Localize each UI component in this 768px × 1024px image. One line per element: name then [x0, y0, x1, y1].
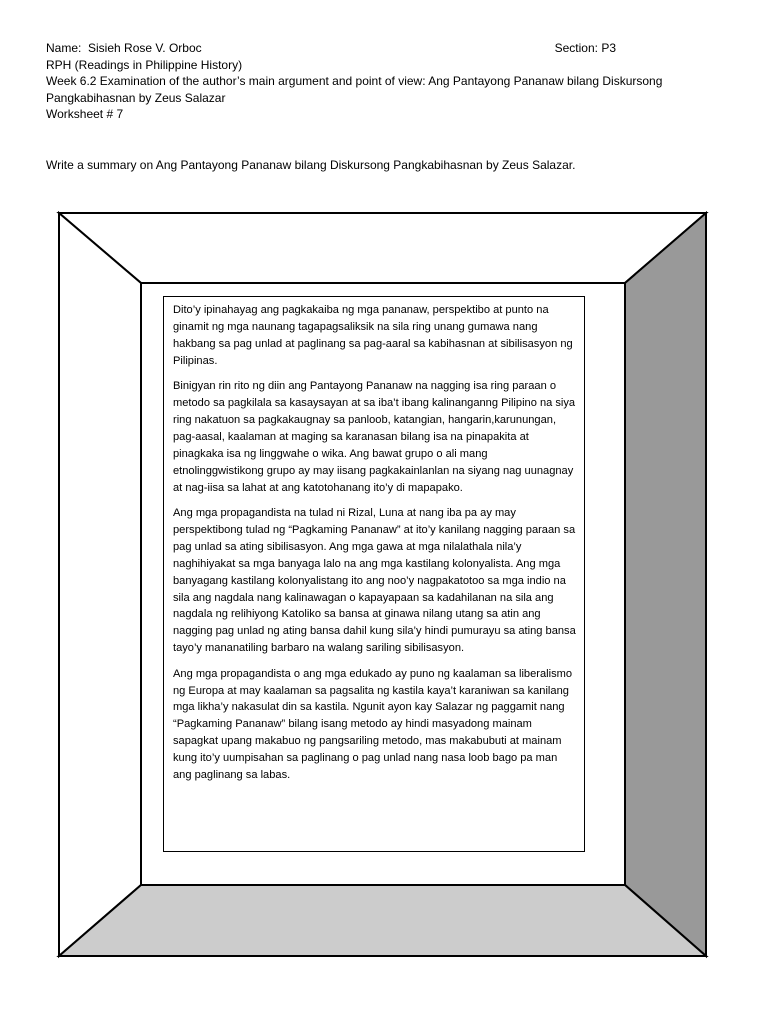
name-value: Sisieh Rose V. Orboc: [88, 41, 202, 55]
frame-left-wall: [59, 213, 141, 956]
frame-floor: [59, 885, 706, 956]
name-label: Name:: [46, 41, 82, 55]
summary-paragraph: Ang mga propagandista na tulad ni Rizal, Luna at nang iba pa ay may perspektibong tulad ng “Pagkaming Pananaw” at ito’y kanilang nagging paraan sa pag unlad sa ating sibilisasyon. Ang mga gawa at mga nilalathala nila’y naghihiyakat sa mga banyaga lalo na ang mga kastilang kolonyalista. Ang mga banyagang kastilang kolonyalistang ito ang noo’y nagpakatotoo sa mga indio na sila ang nagdala nang kalinawagan o kapayapaan sa kadahilanan na sila ang nagdala ng relihiyong Katoliko sa bansa at ginawa nilang utang sa atin ang nagging pag unlad ng ating bansa dahil kung sila’y hindi pumurayu sa ating bansa tayo’y mananatiling barbaro na walang sariling sibilisasyon.: [173, 506, 576, 655]
summary-paragraph: Dito’y ipinahayag ang pagkakaiba ng mga pananaw, perspektibo at punto na ginamit ng mga naunang tagapagsaliksik na sila ring unang gumawa nang hakbang sa pag unlad at paglinang sa pag-aaral sa kabihasnan at sibilisasyon ng Pilipinas.: [173, 304, 573, 367]
summary-paragraph: Ang mga propagandista o ang mga edukado ay puno ng kaalaman sa liberalismo ng Europa at may kaalaman sa pagsalita ng kastila kaya’t karaniwan sa kanilang mga likha’y nakasulat din sa kastila. Ngunit ayon kay Salazar ng paggamit nang “Pagkaming Pananaw” bilang isang metodo ay hindi masyadong mainam sapagkat upang makabuo ng pangsariling metodo, mas makabubuti at mainam kung ito’y uumpisahan sa paglinang o pag unlad nang nasa loob bago pa man ang paglinang sa labas.: [173, 667, 573, 782]
instruction-text: Write a summary on Ang Pantayong Pananaw bilang Diskursong Pangkabihasnan by Zeus Salazar.: [46, 158, 576, 172]
frame-right-wall: [625, 213, 706, 956]
worksheet-number: Worksheet # 7: [46, 107, 124, 121]
frame-top-wall: [59, 213, 706, 283]
week-topic: Week 6.2 Examination of the author’s main argument and point of view: Ang Pantayong Pananaw bilang Diskursong Pangkabihasnan by Zeus Salazar: [46, 74, 663, 105]
summary-paragraph: Binigyan rin rito ng diin ang Pantayong Pananaw na nagging isa ring paraan o metodo sa pagkilala sa kasaysayan at sa iba’t ibang kalinanganng Pilipino na siya ring nakatuon sa pagkakaugnay sa panloob, katangian, hangarin,karunungan, pag-aasal, kaalaman at maging sa karanasan bilang isa na pinapakita at pinagkaka isa ng linggwahe o wika. Ang bawat grupo o ali mang etnolinggwistikong grupo ay may iisang pagkakainlanlan na siyang nag uunagnay at nag-iisa sa lahat at ang katotohanang ito’y di mapapako.: [173, 380, 576, 494]
summary-text-box: [163, 296, 585, 852]
course-title: RPH (Readings in Philippine History): [46, 57, 243, 72]
section-label: Section: P3: [554, 41, 616, 55]
